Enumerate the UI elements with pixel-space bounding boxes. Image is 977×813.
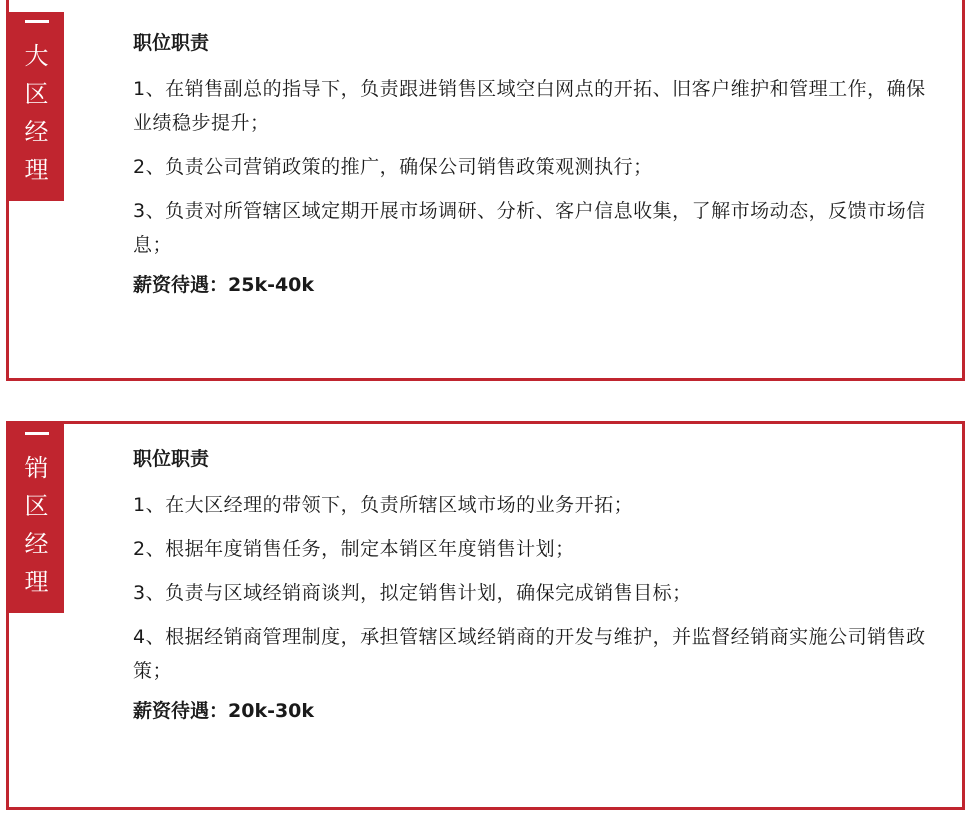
- tab-char: 区: [24, 80, 49, 108]
- duty-item: 2、根据年度销售任务，制定本销区年度销售计划；: [133, 538, 575, 560]
- tab-char: 销: [24, 454, 49, 482]
- tab-char: 经: [24, 118, 49, 146]
- job-card-sales-area-manager: [6, 421, 965, 810]
- duty-item: 4、根据经销商管理制度，承担管辖区域经销商的开发与维护，并监督经销商实施公司销售政策；: [133, 626, 926, 682]
- job-content: [133, 446, 932, 724]
- section-tab: [9, 12, 64, 201]
- duty-item: 1、在大区经理的带领下，负责所辖区域市场的业务开拓；: [133, 494, 634, 516]
- tab-char: 理: [24, 568, 49, 596]
- section-heading: 职位职责: [133, 448, 210, 470]
- tab-char: 经: [24, 530, 49, 558]
- job-card-regional-manager: [6, 0, 965, 381]
- tab-char: 理: [24, 156, 49, 184]
- salary-text: 薪资待遇：25k-40k: [133, 274, 315, 296]
- tab-char: 大: [24, 42, 49, 70]
- salary-text: 薪资待遇：20k-30k: [133, 700, 315, 722]
- section-tab: [9, 424, 64, 613]
- section-heading: 职位职责: [133, 32, 210, 54]
- duty-item: 2、负责公司营销政策的推广，确保公司销售政策观测执行；: [133, 156, 653, 178]
- job-content: [133, 30, 932, 298]
- duty-item: 3、负责与区域经销商谈判，拟定销售计划，确保完成销售目标；: [133, 582, 692, 604]
- duty-item: 1、在销售副总的指导下，负责跟进销售区域空白网点的开拓、旧客户维护和管理工作，确保业绩稳步提升；: [133, 78, 926, 134]
- duty-item: 3、负责对所管辖区域定期开展市场调研、分析、客户信息收集，了解市场动态，反馈市场信息；: [133, 200, 926, 256]
- tab-dash: [25, 20, 49, 23]
- tab-char: 区: [24, 492, 49, 520]
- tab-dash: [25, 432, 49, 435]
